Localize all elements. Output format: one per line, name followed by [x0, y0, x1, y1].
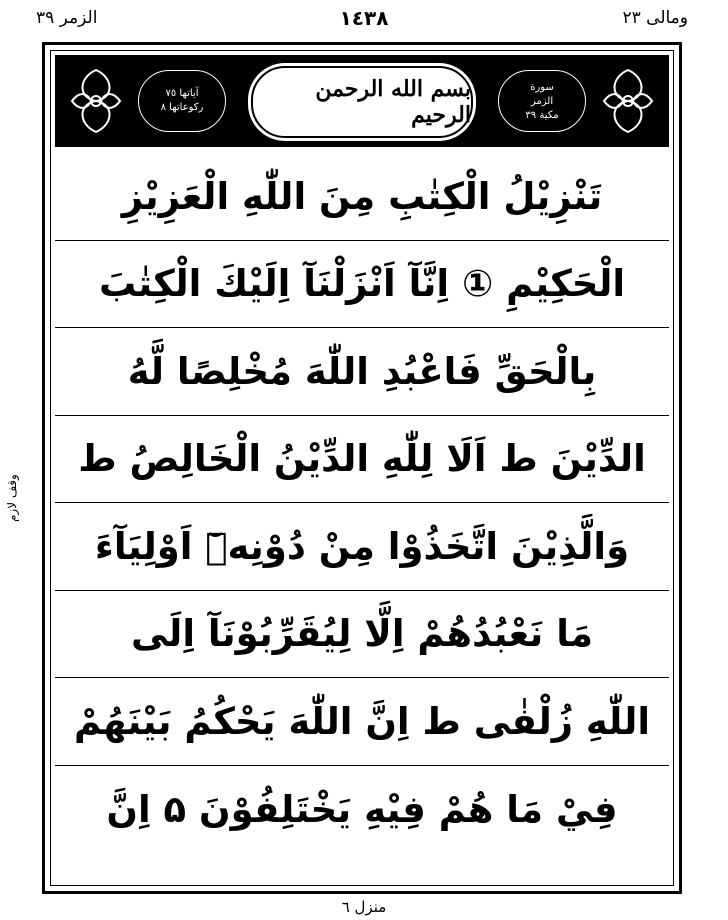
- surah-name-cartouche: [498, 70, 586, 132]
- verse-lines: [55, 153, 669, 881]
- floral-ornament-icon: [598, 64, 658, 138]
- verse-line: وَالَّذِيْنَ اتَّخَذُوْا مِنْ دُوْنِهٖٓ اَوْلِيَآءَ: [55, 503, 669, 591]
- verse-line: الْحَكِيْمِ ① اِنَّآ اَنْزَلْنَآ اِلَيْكَ الْكِتٰبَ: [55, 241, 669, 329]
- bismillah: بسم الله الرحمن الرحيم: [251, 66, 473, 138]
- surah-name: الزمر: [530, 96, 554, 107]
- surah-header-band: [55, 55, 669, 147]
- verse-line: فِيْ مَا هُمْ فِيْهِ يَخْتَلِفُوْنَ ۵ اِنَّ: [106, 787, 618, 831]
- manzil-footer: منزل ٦: [341, 898, 387, 916]
- floral-ornament-icon: [66, 64, 126, 138]
- juz-running-head: ومالی ٢٣: [622, 8, 688, 28]
- verse-line: بِالْحَقِّ فَاعْبُدِ اللّٰهَ مُخْلِصًا لَّهُ: [55, 328, 669, 416]
- ayat-count: آياتها ٧٥: [165, 88, 199, 99]
- surah-revelation: مكية ٣٩: [525, 110, 559, 121]
- verse-line: الدِّيْنَ ط اَلَا لِلّٰهِ الدِّيْنُ الْخَالِصُ ط: [55, 416, 669, 504]
- page-number: ١٤٣٨: [339, 6, 389, 30]
- verse-line: تَنْزِيْلُ الْكِتٰبِ مِنَ اللّٰهِ الْعَزِيْزِ: [55, 153, 669, 241]
- surah-running-head: الزمر ٣٩: [36, 8, 98, 28]
- verse-count-cartouche: [138, 70, 226, 132]
- verse-line: مَا نَعْبُدُهُمْ اِلَّا لِيُقَرِّبُوْنَآ اِلَى: [55, 591, 669, 679]
- surah-label: سورة: [530, 82, 554, 93]
- margin-note: وقف لازم: [5, 474, 19, 522]
- verse-line: اللّٰهِ زُلْفٰى ط اِنَّ اللّٰهَ يَحْكُمُ بَيْنَهُمْ: [55, 678, 669, 766]
- ruku-count: ركوعاتها ٨: [160, 102, 204, 113]
- page-frame: [42, 42, 682, 894]
